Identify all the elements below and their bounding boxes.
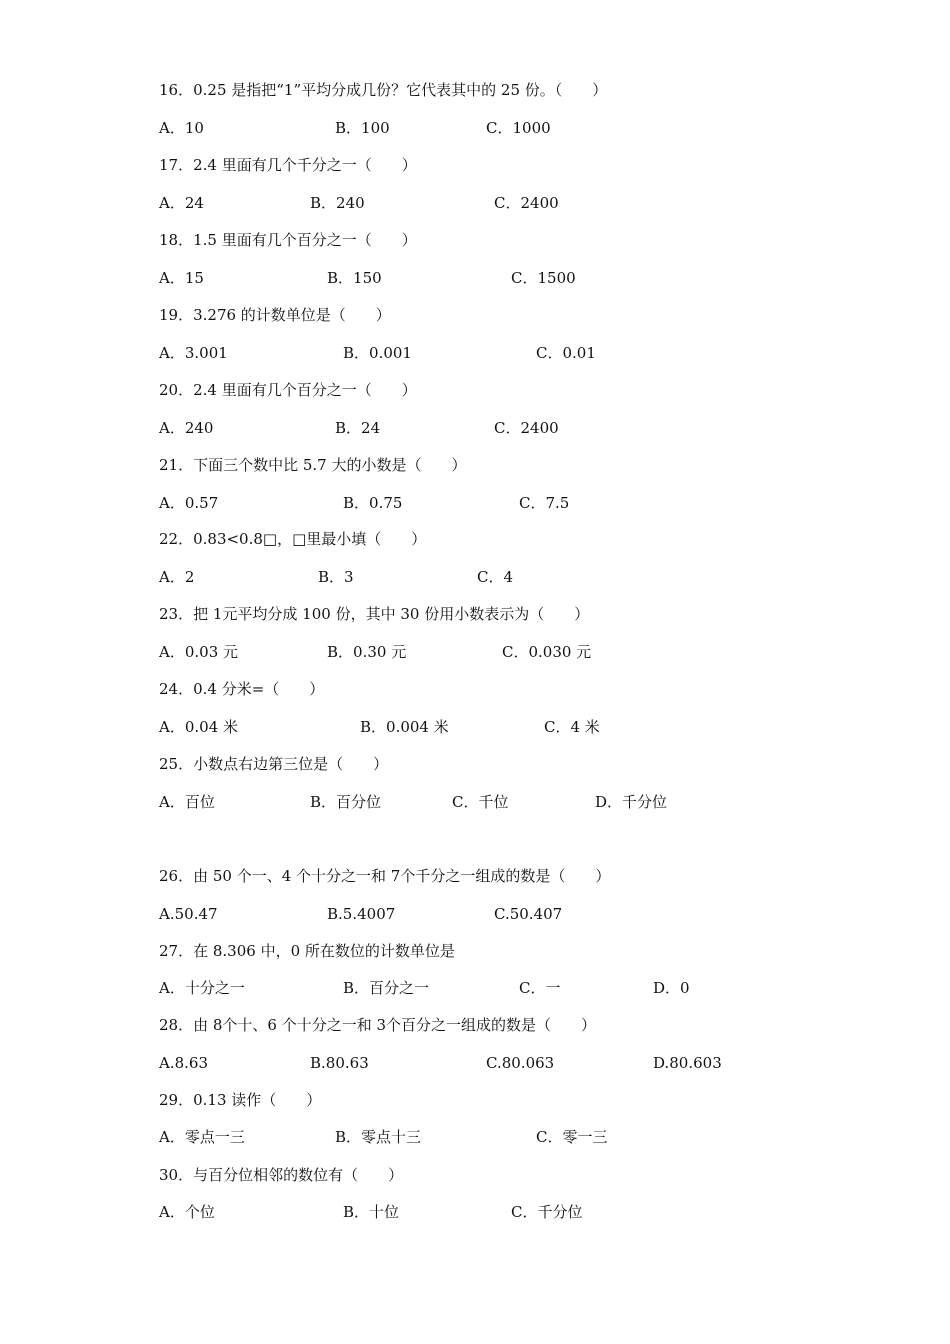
question-23: 23．把 1元平均分成 100 份，其中 30 份用小数表示为（ ）	[159, 605, 590, 623]
question-17: 17．2.4 里面有几个千分之一（ ）	[159, 156, 417, 174]
q25-option-c: C．千位	[452, 793, 509, 811]
q23-option-a: A．0.03 元	[159, 643, 238, 661]
q25-option-b: B．百分位	[310, 793, 382, 811]
q16-option-b: B．100	[335, 119, 390, 137]
question-19: 19．3.276 的计数单位是（ ）	[159, 306, 391, 324]
q28-option-d: D.80.603	[653, 1054, 722, 1072]
q23-option-c: C．0.030 元	[502, 643, 592, 661]
q30-option-c: C．千分位	[511, 1203, 583, 1221]
q16-option-c: C．1000	[486, 119, 551, 137]
q22-option-a: A．2	[159, 568, 195, 586]
q24-option-a: A．0.04 米	[159, 718, 238, 736]
question-22: 22．0.83<0.8□，□里最小填（ ）	[159, 530, 427, 548]
q18-option-c: C．1500	[511, 269, 576, 287]
q26-option-b: B.5.4007	[327, 905, 396, 923]
question-27: 27．在 8.306 中，0 所在数位的计数单位是	[159, 942, 455, 960]
q26-option-a: A.50.47	[159, 905, 218, 923]
q17-option-c: C．2400	[494, 194, 559, 212]
q29-option-a: A．零点一三	[159, 1128, 245, 1146]
question-20: 20．2.4 里面有几个百分之一（ ）	[159, 381, 417, 399]
q28-option-a: A.8.63	[159, 1054, 208, 1072]
q27-option-c: C．一	[519, 979, 561, 997]
q28-option-b: B.80.63	[310, 1054, 369, 1072]
q19-option-c: C．0.01	[536, 344, 596, 362]
question-16: 16．0.25 是指把“1”平均分成几份？它代表其中的 25 份。（ ）	[159, 81, 608, 99]
q19-option-a: A．3.001	[159, 344, 228, 362]
q26-option-c: C.50.407	[494, 905, 563, 923]
q27-option-a: A．十分之一	[159, 979, 245, 997]
q18-option-b: B．150	[327, 269, 382, 287]
q20-option-c: C．2400	[494, 419, 559, 437]
q23-option-b: B．0.30 元	[327, 643, 407, 661]
q25-option-d: D．千分位	[595, 793, 668, 811]
q16-option-a: A．10	[159, 119, 204, 137]
q28-option-c: C.80.063	[486, 1054, 555, 1072]
q18-option-a: A．15	[159, 269, 204, 287]
question-26: 26．由 50 个一、4 个十分之一和 7个千分之一组成的数是（ ）	[159, 867, 611, 885]
q20-option-a: A．240	[159, 419, 214, 437]
question-28: 28．由 8个十、6 个十分之一和 3个百分之一组成的数是（ ）	[159, 1016, 597, 1034]
q17-option-b: B．240	[310, 194, 365, 212]
q29-option-b: B．零点十三	[335, 1128, 422, 1146]
q24-option-c: C．4 米	[544, 718, 600, 736]
question-30: 30．与百分位相邻的数位有（ ）	[159, 1166, 404, 1184]
q21-option-a: A．0.57	[159, 494, 219, 512]
q21-option-c: C．7.5	[519, 494, 570, 512]
q22-option-c: C．4	[477, 568, 514, 586]
q29-option-c: C．零一三	[536, 1128, 608, 1146]
q27-option-d: D．0	[653, 979, 690, 997]
question-29: 29．0.13 读作（ ）	[159, 1091, 322, 1109]
q22-option-b: B．3	[318, 568, 354, 586]
q19-option-b: B．0.001	[343, 344, 412, 362]
question-18: 18．1.5 里面有几个百分之一（ ）	[159, 231, 417, 249]
q24-option-b: B．0.004 米	[360, 718, 449, 736]
q25-option-a: A．百位	[159, 793, 215, 811]
question-24: 24．0.4 分米=（ ）	[159, 680, 325, 698]
q30-option-a: A．个位	[159, 1203, 215, 1221]
q21-option-b: B．0.75	[343, 494, 403, 512]
question-21: 21．下面三个数中比 5.7 大的小数是（ ）	[159, 456, 467, 474]
q20-option-b: B．24	[335, 419, 381, 437]
q30-option-b: B．十位	[343, 1203, 400, 1221]
q17-option-a: A．24	[159, 194, 204, 212]
q27-option-b: B．百分之一	[343, 979, 430, 997]
question-25: 25．小数点右边第三位是（ ）	[159, 755, 389, 773]
